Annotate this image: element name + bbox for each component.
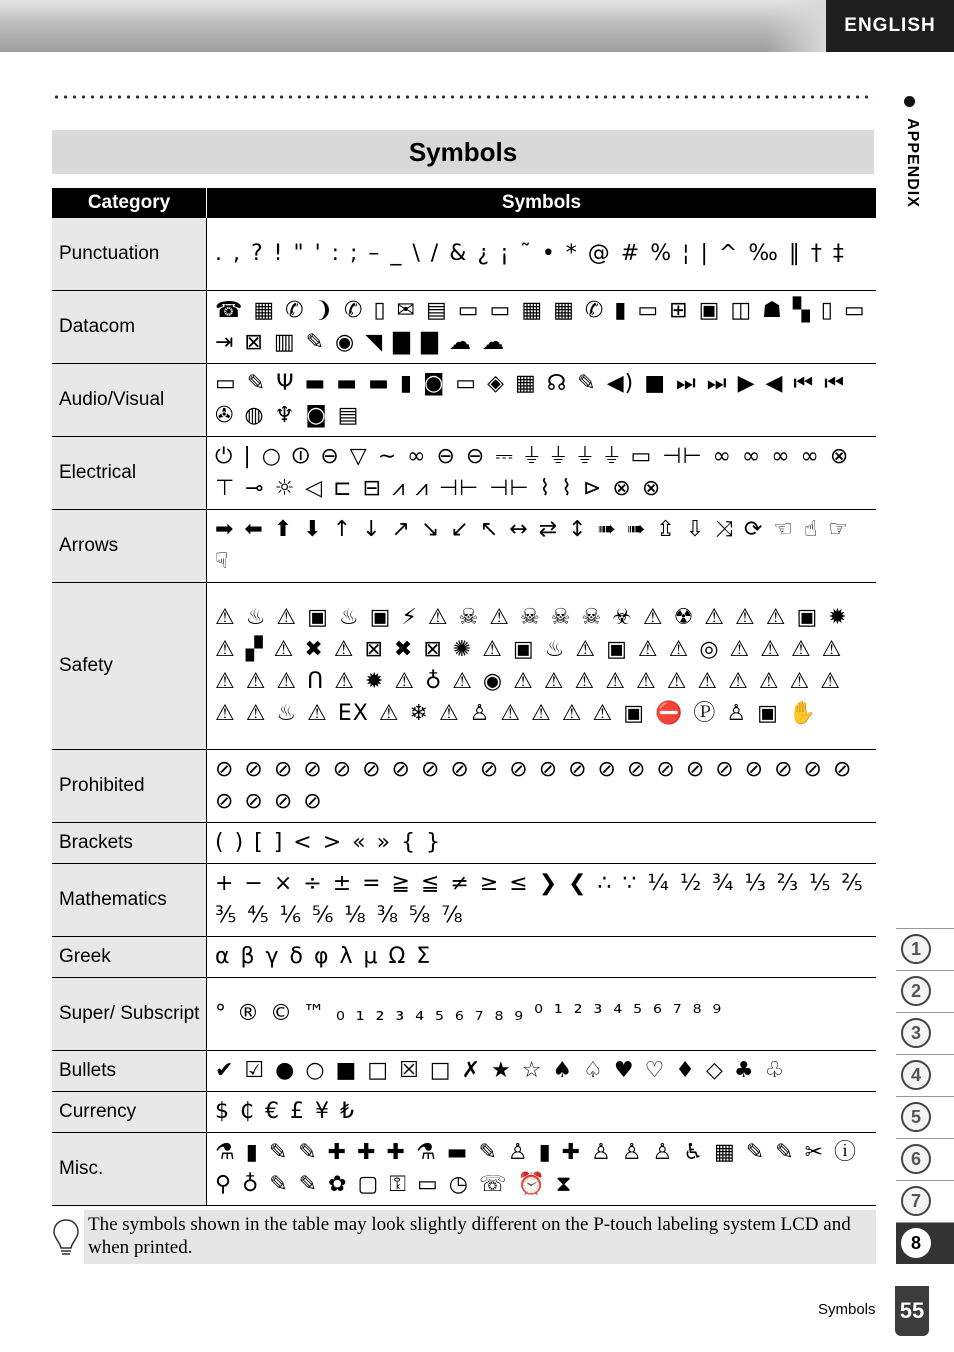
chapter-tab-3[interactable] (896, 1012, 954, 1054)
symbols-cell: ⊘ ⊘ ⊘ ⊘ ⊘ ⊘ ⊘ ⊘ ⊘ ⊘ ⊘ ⊘ ⊘ ⊘ ⊘ ⊘ ⊘ ⊘ ⊘ ⊘ ⊘ ⊘ ⊘ ⊘ ⊘ ⊘ (207, 749, 877, 822)
symbols-cell: ✔ ☑ ● ○ ■ □ ☒ □ ✗ ★ ☆ ♠ ♤ ♥ ♡ ♦ ◇ ♣ ♧ (207, 1050, 877, 1091)
symbols-cell: ☎ ▦ ✆ ❩ ✆ ▯ ✉ ▤ ▭ ▭ ▦ ▦ ✆ ▮ ▭ ⊞ ▣ ◫ ☗ ▚ ▯ ▭ ⇥ ⊠ ▥ ✎ ◉ ◥ ▇ ▇ ☁ ☁ (207, 290, 877, 363)
category-cell: Super/ Subscript (52, 977, 207, 1050)
category-header: Category (52, 188, 207, 218)
table-row (52, 822, 876, 863)
table-row (52, 1050, 876, 1091)
chapter-tab-5[interactable] (896, 1096, 954, 1138)
chapter-number: 6 (901, 1144, 931, 1174)
category-cell: Prohibited (52, 749, 207, 822)
table-row (52, 290, 876, 363)
category-cell: Currency (52, 1091, 207, 1132)
symbols-cell: ( ) [ ] < > « » { } (207, 822, 877, 863)
note-text: The symbols shown in the table may look slightly different on the P-touch labeling system LCD and when printed. (84, 1210, 876, 1264)
chapter-number: 1 (901, 934, 931, 964)
footer-section-label: Symbols (818, 1301, 876, 1318)
chapter-number: 8 (901, 1228, 931, 1258)
note (52, 1210, 876, 1266)
language-tab: ENGLISH (826, 0, 954, 52)
table-row (52, 582, 876, 749)
bullet-icon (904, 96, 915, 107)
symbols-cell: ° ® © ™ ₀ ₁ ₂ ₃ ₄ ₅ ₆ ₇ ₈ ₉ ⁰ ¹ ² ³ ⁴ ⁵ ⁶ ⁷ ⁸ ⁹ (207, 977, 877, 1050)
symbols-cell: ⚠ ♨ ⚠ ▣ ♨ ▣ ⚡ ⚠ ☠ ⚠ ☠ ☠ ☠ ☣ ⚠ ☢ ⚠ ⚠ ⚠ ▣ ✹ ⚠ ▞ ⚠ ✖ ⚠ ⊠ ✖ ⊠ ✺ ⚠ ▣ ♨ ⚠ ▣ ⚠ ⚠ ◎ ⚠ ⚠ ⚠ ⚠ ⚠ ⚠ ⚠ Ո ⚠ ✹ ⚠ ♁ ⚠ ◉ ⚠ ⚠ ⚠ ⚠ ⚠ ⚠ ⚠ ⚠ ⚠ ⚠ ⚠ ⚠ ⚠ ♨ ⚠ EX ⚠ ❄ ⚠ ♙ ⚠ ⚠ ⚠ ⚠ ▣ ⛔ Ⓟ ♙ ▣ ✋ (207, 582, 877, 749)
section-label-text: APPENDIX (904, 118, 921, 208)
symbols-cell: $ ₵ € £ ¥ ₺ (207, 1091, 877, 1132)
table-row (52, 977, 876, 1050)
chapter-number: 2 (901, 976, 931, 1006)
table-row (52, 1091, 876, 1132)
table-row (52, 363, 876, 436)
category-cell: Brackets (52, 822, 207, 863)
symbols-cell: . , ? ! " ' : ; – _ \ / & ¿ ¡ ˜ • * @ # % ¦ | ^ ‰ ‖ † ‡ (207, 218, 877, 290)
page-title: Symbols (52, 130, 874, 174)
category-cell: Safety (52, 582, 207, 749)
table-row (52, 509, 876, 582)
symbols-header: Symbols (207, 188, 877, 218)
chapter-tabs (896, 928, 954, 1264)
top-banner (0, 0, 826, 52)
symbols-cell: ⏻ | ○ ⏼ ⊖ ▽ ∼ ∞ ⊖ ⊖ ⎓ ⏚ ⏚ ⏚ ⏚ ▭ ⊣⊢ ∞ ∞ ∞ ∞ ⊗ ⊤ ⊸ ☼ ◁ ⊏ ⊟ ⩘ ⩘ ⊣⊢ ⊣⊢ ⌇ ⌇ ⊳ ⊗ ⊗ (207, 436, 877, 509)
symbols-cell: ▭ ✎ Ψ ▬ ▬ ▬ ▮ ◙ ▭ ◈ ▦ ☊ ✎ ◀) ■ ⏭ ⏭ ▶ ◀ ⏮ ⏮ ✇ ◍ ♆ ◙ ▤ (207, 363, 877, 436)
category-cell: Misc. (52, 1132, 207, 1205)
table-row (52, 1132, 876, 1205)
chapter-tab-8[interactable] (896, 1222, 954, 1264)
category-cell: Datacom (52, 290, 207, 363)
page-number: 55 (895, 1286, 929, 1336)
table-header-row (52, 188, 876, 218)
symbols-cell: ⚗ ▮ ✎ ✎ ✚ ✚ ✚ ⚗ ▬ ✎ ♙ ▮ ✚ ♙ ♙ ♙ ♿ ▦ ✎ ✎ ✂ ⓘ ⚲ ♁ ✎ ✎ ✿ ▢ ⚿ ▭ ◷ ☏ ⏰ ⧗ (207, 1132, 877, 1205)
chapter-number: 3 (901, 1018, 931, 1048)
dotted-divider (52, 94, 874, 100)
symbols-cell: + − × ÷ ± = ≧ ≦ ≠ ≥ ≤ ❯ ❮ ∴ ∵ ¼ ½ ¾ ⅓ ⅔ ⅕ ⅖ ⅗ ⅘ ⅙ ⅚ ⅛ ⅜ ⅝ ⅞ (207, 863, 877, 936)
symbols-cell: ➡ ⬅ ⬆ ⬇ ↑ ↓ ↗ ↘ ↙ ↖ ↔ ⇄ ↕ ➠ ➠ ⇫ ⇩ ⤨ ⟳ ☜ ☝ ☞ ☟ (207, 509, 877, 582)
category-cell: Punctuation (52, 218, 207, 290)
lightbulb-icon (52, 1218, 80, 1258)
side-section-label (897, 96, 925, 236)
chapter-tab-1[interactable] (896, 928, 954, 970)
category-cell: Mathematics (52, 863, 207, 936)
table-row (52, 218, 876, 290)
table-row (52, 749, 876, 822)
chapter-tab-7[interactable] (896, 1180, 954, 1222)
category-cell: Audio/Visual (52, 363, 207, 436)
category-cell: Electrical (52, 436, 207, 509)
table-row (52, 936, 876, 977)
chapter-tab-2[interactable] (896, 970, 954, 1012)
category-cell: Greek (52, 936, 207, 977)
chapter-tab-4[interactable] (896, 1054, 954, 1096)
symbols-table (52, 188, 876, 1206)
chapter-tab-6[interactable] (896, 1138, 954, 1180)
chapter-number: 5 (901, 1102, 931, 1132)
chapter-number: 4 (901, 1060, 931, 1090)
category-cell: Bullets (52, 1050, 207, 1091)
chapter-number: 7 (901, 1186, 931, 1216)
table-row (52, 436, 876, 509)
table-row (52, 863, 876, 936)
symbols-cell: α β γ δ φ λ μ Ω Σ (207, 936, 877, 977)
category-cell: Arrows (52, 509, 207, 582)
